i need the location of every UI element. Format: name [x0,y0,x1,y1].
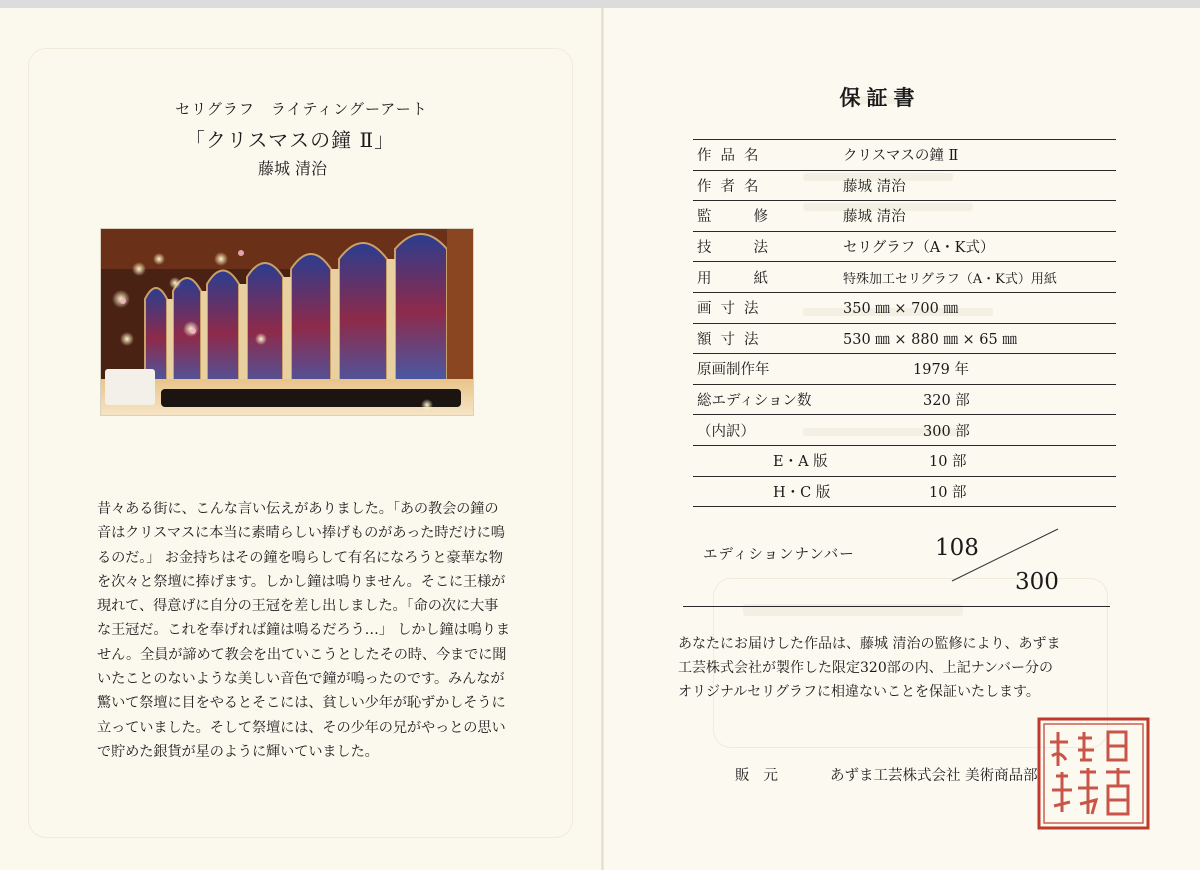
row-value: 530 ㎜ × 880 ㎜ × 65 ㎜ [843,323,1116,354]
table-row [693,140,1116,171]
table-row [693,170,1116,201]
table-row [693,292,1116,323]
row-value: 350 ㎜ × 700 ㎜ [843,292,1116,323]
row-label: 作品名 [693,140,843,171]
table-row [693,415,1116,446]
row-label: 用紙 [693,262,843,293]
table-row [693,201,1116,232]
scan-top-edge [0,0,1200,8]
table-row [693,262,1116,293]
row-value: 10 部 [843,445,1116,476]
row-label: （内訳） [693,415,843,446]
artist-name: 藤城 清治 [257,159,328,178]
row-label: E・A 版 [693,445,843,476]
row-label: 総エディション数 [693,384,843,415]
row-value: クリスマスの鐘 Ⅱ [843,140,1116,171]
story-line: 現れて、得意げに自分の王冠を差し出しました。「命の次に大事 [97,598,499,615]
story-line: で貯めた銀貨が星のように輝いていました。 [97,743,379,760]
row-value: 藤城 清治 [843,170,1116,201]
table-row [693,445,1116,476]
row-value: 10 部 [843,476,1116,507]
guarantee-line: 工芸株式会社が製作した限定320部の内、上記ナンバー分の [678,660,1054,676]
row-value: セリグラフ（A・K式） [843,231,1116,262]
row-label: 原画制作年 [693,354,843,385]
table-row [693,323,1116,354]
story-line: 昔々ある街に、こんな言い伝えがありました。「あの教会の鐘の [97,501,499,517]
row-value: 特殊加工セリグラフ（A・K式）用紙 [843,262,1116,293]
story-line: 驚いて祭壇に目をやるとそこには、貧しい少年が恥ずかしそうに [97,695,506,712]
story-line: せん。全員が諦めて教会を出ていこうとしたその時、今までに聞 [97,646,507,663]
artwork-title: 「クリスマスの鐘 Ⅱ」 [184,128,396,152]
row-value: 藤城 清治 [843,201,1116,232]
edition-number: 108 [935,535,979,561]
edition-total: 300 [1015,569,1059,595]
company-seal-icon [1036,716,1151,831]
guarantee-line: あなたにお届けした作品は、藤城 清治の監修により、あずま [678,636,1061,652]
guarantee-statement [678,632,1118,704]
story-line: 音はクリスマスに本当に素晴らしい捧げものがあった時だけに鳴 [97,525,505,542]
row-label: H・C 版 [693,476,843,507]
artwork-image [100,228,474,416]
publisher-label: 販元 [735,768,792,784]
artwork-subtitle: セリグラフ ライティングーアート [175,100,428,118]
table-row [693,354,1116,385]
story-text [97,497,527,764]
edition-number-label: エディションナンバー [703,547,855,563]
story-line: を次々と祭壇に捧げます。しかし鐘は鳴りません。そこに王様が [97,573,506,590]
row-value: 1979 年 [843,354,1116,385]
row-label: 技法 [693,231,843,262]
table-row [693,384,1116,415]
row-label: 監修 [693,201,843,232]
row-value: 300 部 [843,415,1116,446]
row-label: 作者名 [693,170,843,201]
publisher-name: あずま工芸株式会社 美術商品部 [830,768,1038,784]
story-line: いたことのないような美しい音色で鐘が鳴ったのです。みんなが [97,671,505,688]
certificate-title: 保証書 [839,85,921,110]
table-row [693,476,1116,507]
edition-rule [683,606,1110,607]
story-line: 立っていました。そして祭壇には、その少年の兄がやっとの思い [97,719,506,736]
row-label: 額寸法 [693,323,843,354]
guarantee-line: オリジナルセリグラフに相違ないことを保証いたします。 [678,684,1040,700]
story-line: な王冠だ。これを奉げれば鐘は鳴るだろう…」 しかし鐘は鳴りま [97,622,510,639]
row-value: 320 部 [843,384,1116,415]
table-row [693,231,1116,262]
row-label: 画寸法 [693,292,843,323]
story-line: るのだ。」 お金持ちはその鐘を鳴らして有名になろうと豪華な物 [97,549,503,566]
page-fold [601,8,604,870]
spec-table [693,139,1116,507]
